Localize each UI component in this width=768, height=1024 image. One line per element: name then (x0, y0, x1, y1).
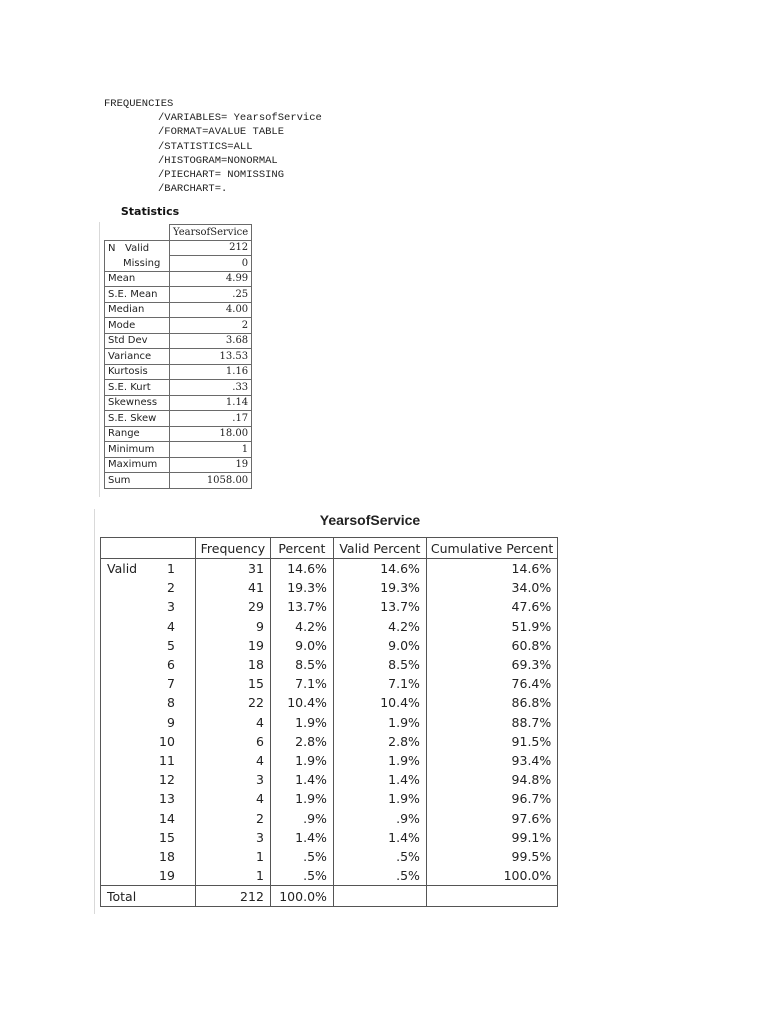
total-percent: 100.0% (270, 886, 333, 907)
row-valid-percent: 1.9% (333, 751, 426, 770)
row-valid-percent: 4.2% (333, 617, 426, 636)
statistics-row (105, 333, 252, 349)
row-percent: 14.6% (270, 559, 333, 579)
frequency-row (101, 655, 558, 674)
row-frequency: 3 (195, 770, 270, 789)
statistic-label: S.E. Kurt (105, 380, 170, 396)
statistic-label: Range (105, 426, 170, 442)
frequency-row (101, 732, 558, 751)
row-value: 14 (153, 808, 195, 827)
statistic-label: S.E. Skew (105, 411, 170, 427)
statistic-value: .17 (170, 411, 252, 427)
row-cumulative-percent: 51.9% (426, 617, 557, 636)
row-percent: 9.0% (270, 636, 333, 655)
row-value: 6 (153, 655, 195, 674)
statistic-label: Minimum (105, 442, 170, 458)
statistic-label: Sum (105, 473, 170, 489)
statistics-row-missing (105, 256, 252, 272)
row-value: 4 (153, 617, 195, 636)
statistic-value: 1.14 (170, 395, 252, 411)
row-cumulative-percent: 86.8% (426, 693, 557, 712)
row-percent: .5% (270, 866, 333, 886)
statistics-row (105, 318, 252, 334)
syntax-line: /STATISTICS=ALL (158, 140, 253, 153)
row-cumulative-percent: 99.5% (426, 847, 557, 866)
row-cumulative-percent: 94.8% (426, 770, 557, 789)
frequency-header-row (101, 538, 558, 559)
row-frequency: 1 (195, 847, 270, 866)
statistics-header-row (105, 225, 252, 241)
row-valid-percent: 1.9% (333, 789, 426, 808)
statistics-row (105, 380, 252, 396)
frequency-row (101, 713, 558, 732)
statistics-row (105, 411, 252, 427)
statistics-row (105, 302, 252, 318)
valid-label: Valid (125, 242, 150, 254)
row-cumulative-percent: 96.7% (426, 789, 557, 808)
row-valid-percent: 1.4% (333, 828, 426, 847)
row-cumulative-percent: 34.0% (426, 578, 557, 597)
row-value: 19 (153, 866, 195, 886)
row-percent: 1.4% (270, 770, 333, 789)
row-value: 7 (153, 674, 195, 693)
statistic-value: .25 (170, 287, 252, 303)
row-frequency: 31 (195, 559, 270, 579)
row-value: 2 (153, 578, 195, 597)
frequency-row (101, 617, 558, 636)
total-label: Total (101, 886, 196, 907)
syntax-block (104, 97, 322, 196)
statistics-row (105, 287, 252, 303)
header-frequency: Frequency (195, 538, 270, 559)
statistics-row (105, 364, 252, 380)
row-percent: 13.7% (270, 597, 333, 616)
statistics-table (104, 224, 252, 489)
syntax-line: /HISTOGRAM=NONORMAL (158, 154, 278, 167)
statistic-value: 1.16 (170, 364, 252, 380)
statistic-value: 4.99 (170, 271, 252, 287)
statistic-value: 1058.00 (170, 473, 252, 489)
statistics-row (105, 271, 252, 287)
row-percent: 4.2% (270, 617, 333, 636)
statistics-valid-value: 212 (170, 240, 252, 256)
frequency-row (101, 808, 558, 827)
row-valid-percent: 7.1% (333, 674, 426, 693)
row-frequency: 18 (195, 655, 270, 674)
row-percent: 1.9% (270, 789, 333, 808)
n-label: N (108, 242, 116, 254)
row-valid-percent: 19.3% (333, 578, 426, 597)
row-cumulative-percent: 69.3% (426, 655, 557, 674)
total-frequency: 212 (195, 886, 270, 907)
statistics-missing-label: Missing (105, 256, 170, 272)
row-cumulative-percent: 60.8% (426, 636, 557, 655)
statistics-row-valid (105, 240, 252, 256)
row-percent: 1.9% (270, 751, 333, 770)
row-cumulative-percent: 99.1% (426, 828, 557, 847)
row-cumulative-percent: 93.4% (426, 751, 557, 770)
syntax-command: FREQUENCIES (104, 98, 174, 110)
statistic-label: Mode (105, 318, 170, 334)
statistics-row (105, 473, 252, 489)
row-frequency: 4 (195, 713, 270, 732)
statistic-value: 1 (170, 442, 252, 458)
row-frequency: 29 (195, 597, 270, 616)
row-frequency: 4 (195, 789, 270, 808)
statistics-row (105, 349, 252, 365)
statistic-value: 4.00 (170, 302, 252, 318)
row-value: 3 (153, 597, 195, 616)
statistic-label: Std Dev (105, 333, 170, 349)
row-cumulative-percent: 76.4% (426, 674, 557, 693)
row-valid-percent: 14.6% (333, 559, 426, 579)
row-valid-percent: .5% (333, 866, 426, 886)
row-value: 1 (153, 559, 195, 579)
row-frequency: 1 (195, 866, 270, 886)
row-frequency: 22 (195, 693, 270, 712)
frequency-row (101, 674, 558, 693)
row-frequency: 3 (195, 828, 270, 847)
frequency-row (101, 597, 558, 616)
frequency-table-title: YearsofService (319, 512, 421, 528)
row-valid-percent: 13.7% (333, 597, 426, 616)
frequency-total-row (101, 886, 558, 907)
row-frequency: 6 (195, 732, 270, 751)
statistic-value: 13.53 (170, 349, 252, 365)
header-cumulative-percent: Cumulative Percent (426, 538, 557, 559)
row-value: 10 (153, 732, 195, 751)
row-frequency: 2 (195, 808, 270, 827)
row-frequency: 4 (195, 751, 270, 770)
statistic-label: S.E. Mean (105, 287, 170, 303)
row-percent: 19.3% (270, 578, 333, 597)
frequency-table (100, 537, 558, 907)
row-cumulative-percent: 97.6% (426, 808, 557, 827)
row-value: 12 (153, 770, 195, 789)
statistic-value: 2 (170, 318, 252, 334)
header-percent: Percent (270, 538, 333, 559)
statistic-label: Variance (105, 349, 170, 365)
row-valid-percent: .9% (333, 808, 426, 827)
frequency-row (101, 828, 558, 847)
frequency-row (101, 866, 558, 886)
row-value: 18 (153, 847, 195, 866)
row-frequency: 41 (195, 578, 270, 597)
syntax-line: /FORMAT=AVALUE TABLE (158, 126, 285, 139)
row-percent: 1.9% (270, 713, 333, 732)
frequency-row (101, 636, 558, 655)
frequency-row (101, 770, 558, 789)
statistics-divider (99, 222, 100, 497)
statistic-value: .33 (170, 380, 252, 396)
statistic-label: Mean (105, 271, 170, 287)
statistic-value: 3.68 (170, 333, 252, 349)
row-cumulative-percent: 91.5% (426, 732, 557, 751)
header-valid-percent: Valid Percent (333, 538, 426, 559)
total-cumulative-percent (426, 886, 557, 907)
statistics-missing-value: 0 (170, 256, 252, 272)
statistic-label: Kurtosis (105, 364, 170, 380)
frequency-row (101, 751, 558, 770)
row-cumulative-percent: 100.0% (426, 866, 557, 886)
row-percent: 7.1% (270, 674, 333, 693)
frequency-row (101, 693, 558, 712)
row-frequency: 9 (195, 617, 270, 636)
frequency-row (101, 559, 558, 579)
row-valid-percent: 10.4% (333, 693, 426, 712)
group-label: Valid (101, 559, 154, 579)
row-percent: 1.4% (270, 828, 333, 847)
row-valid-percent: 1.9% (333, 713, 426, 732)
total-valid-percent (333, 886, 426, 907)
header-corner (105, 225, 170, 241)
syntax-line: /PIECHART= NOMISSING (158, 169, 285, 182)
statistic-label: Skewness (105, 395, 170, 411)
statistics-row (105, 457, 252, 473)
statistics-column-header: YearsofService (170, 225, 252, 241)
row-frequency: 15 (195, 674, 270, 693)
syntax-line: /BARCHART=. (158, 183, 228, 196)
row-percent: 10.4% (270, 693, 333, 712)
row-percent: .5% (270, 847, 333, 866)
statistic-value: 18.00 (170, 426, 252, 442)
frequency-row (101, 789, 558, 808)
statistic-label: Median (105, 302, 170, 318)
frequency-divider (94, 509, 95, 914)
statistics-n-valid-label (105, 240, 170, 256)
row-valid-percent: 9.0% (333, 636, 426, 655)
row-frequency: 19 (195, 636, 270, 655)
row-percent: .9% (270, 808, 333, 827)
row-valid-percent: .5% (333, 847, 426, 866)
row-valid-percent: 8.5% (333, 655, 426, 674)
statistics-row (105, 442, 252, 458)
row-percent: 2.8% (270, 732, 333, 751)
row-cumulative-percent: 14.6% (426, 559, 557, 579)
row-valid-percent: 1.4% (333, 770, 426, 789)
row-value: 8 (153, 693, 195, 712)
frequency-row (101, 578, 558, 597)
row-valid-percent: 2.8% (333, 732, 426, 751)
statistics-row (105, 395, 252, 411)
row-cumulative-percent: 88.7% (426, 713, 557, 732)
frequency-row (101, 847, 558, 866)
statistic-value: 19 (170, 457, 252, 473)
row-cumulative-percent: 47.6% (426, 597, 557, 616)
statistics-title: Statistics (120, 205, 180, 218)
syntax-line: /VARIABLES= YearsofService (158, 112, 322, 125)
row-value: 11 (153, 751, 195, 770)
row-percent: 8.5% (270, 655, 333, 674)
header-corner (101, 538, 196, 559)
row-value: 15 (153, 828, 195, 847)
statistic-label: Maximum (105, 457, 170, 473)
row-value: 5 (153, 636, 195, 655)
row-value: 13 (153, 789, 195, 808)
row-value: 9 (153, 713, 195, 732)
statistics-row (105, 426, 252, 442)
